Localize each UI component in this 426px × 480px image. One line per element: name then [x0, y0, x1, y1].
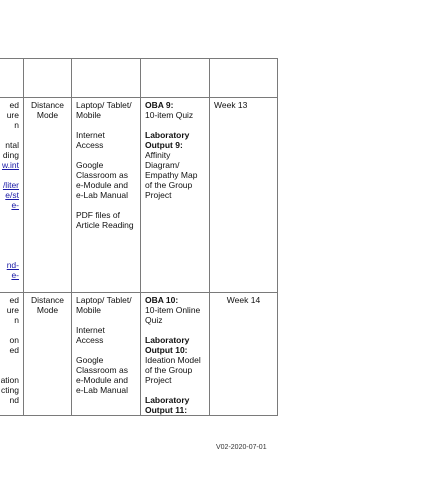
week-cell — [210, 293, 278, 416]
topic-text-fragment: ure — [6, 305, 19, 315]
lab-desc: Project — [145, 190, 172, 200]
lab-desc: Affinity — [145, 150, 171, 160]
topic-text-fragment: n — [14, 315, 19, 325]
week-label: Week 13 — [214, 100, 248, 110]
topic-text-fragment — [0, 355, 19, 365]
table-row-week-13 — [0, 98, 278, 293]
topic-text-fragment — [0, 325, 19, 335]
header-cell — [24, 59, 72, 98]
lab-desc: Empathy Map — [145, 170, 198, 180]
topic-text-fragment: ed — [9, 345, 19, 355]
tool-classroom: Google — [76, 355, 104, 365]
header-cell — [0, 59, 24, 98]
tool-classroom: Classroom as — [76, 170, 128, 180]
lab-desc: of the Group — [145, 365, 193, 375]
lab-title: Laboratory — [145, 335, 190, 345]
mode-text: Distance — [30, 100, 65, 110]
reading-link-fragment[interactable]: e- — [11, 270, 19, 280]
table-header-row — [0, 59, 278, 98]
tool-pdf: Article Reading — [76, 220, 134, 230]
topic-text-fragment: nd — [9, 395, 19, 405]
tool-device: Mobile — [76, 110, 102, 120]
lab-desc: Project — [145, 375, 172, 385]
lab-desc: Diagram/ — [145, 160, 180, 170]
reading-link-fragment[interactable]: /liter — [2, 180, 19, 190]
tool-internet: Internet — [76, 325, 105, 335]
oba-desc: Quiz — [145, 315, 163, 325]
topic-text-fragment — [0, 210, 19, 220]
tool-classroom: e-Lab Manual — [76, 190, 128, 200]
lab-desc: of the Group — [145, 180, 193, 190]
topic-text-fragment — [0, 240, 19, 250]
tool-device: Laptop/ Tablet/ — [76, 100, 132, 110]
topic-text-fragment: cting — [1, 385, 19, 395]
tool-device: Laptop/ Tablet/ — [76, 295, 132, 305]
lab-title: Output 10: — [145, 345, 188, 355]
topic-text-fragment: on — [9, 335, 19, 345]
week-label: Week 14 — [226, 295, 261, 305]
tool-internet: Internet — [76, 130, 105, 140]
tool-pdf: PDF files of — [76, 210, 120, 220]
topic-cell — [0, 98, 24, 293]
topic-text-fragment — [0, 170, 19, 180]
mode-text: Distance — [30, 295, 65, 305]
topic-text-fragment — [0, 220, 19, 230]
topic-text-fragment — [0, 230, 19, 240]
tool-device: Mobile — [76, 305, 102, 315]
mode-cell — [24, 293, 72, 416]
assessment-cell — [141, 98, 210, 293]
lab-title: Output 9: — [145, 140, 183, 150]
lab2-title: Output 11: — [145, 405, 188, 415]
tool-internet: Access — [76, 335, 104, 345]
topic-text-fragment — [0, 250, 19, 260]
topic-text-clipped — [0, 100, 19, 280]
header-cell — [141, 59, 210, 98]
lab-title: Laboratory — [145, 130, 190, 140]
topic-text-fragment — [0, 365, 19, 375]
lab-desc: Ideation Model — [145, 355, 201, 365]
reading-link-fragment[interactable]: e/st — [5, 190, 19, 200]
topic-text-fragment: ed — [9, 100, 19, 110]
topic-text-fragment: ation — [0, 375, 19, 385]
header-cell — [210, 59, 278, 98]
mode-cell — [24, 98, 72, 293]
oba-desc: 10-item Online — [145, 305, 201, 315]
document-version: V02-2020-07-01 — [216, 444, 267, 451]
topic-text-fragment: ure — [6, 110, 19, 120]
reading-link-fragment[interactable]: e- — [11, 200, 19, 210]
tool-internet: Access — [76, 140, 104, 150]
oba-desc: 10-item Quiz — [145, 110, 194, 120]
lab2-title: Laboratory — [145, 395, 190, 405]
reading-link-fragment[interactable]: nd- — [6, 260, 19, 270]
assessment-cell — [141, 293, 210, 416]
week-cell — [210, 98, 278, 293]
topic-cell — [0, 293, 24, 416]
topic-text-fragment: ntal — [5, 140, 19, 150]
topic-text-fragment: ed — [9, 295, 19, 305]
tool-classroom: e-Module and — [76, 375, 128, 385]
header-cell — [72, 59, 141, 98]
tools-cell — [72, 293, 141, 416]
topic-text-fragment — [0, 130, 19, 140]
tool-classroom: Classroom as — [76, 365, 128, 375]
oba-title: OBA 10: — [145, 295, 179, 305]
tool-classroom: Google — [76, 160, 104, 170]
tool-classroom: e-Lab Manual — [76, 385, 128, 395]
topic-text-fragment: ding — [2, 150, 19, 160]
table-row-week-14 — [0, 293, 278, 416]
topic-text-fragment: n — [14, 120, 19, 130]
topic-text-clipped — [0, 295, 19, 405]
tool-classroom: e-Module and — [76, 180, 128, 190]
tools-cell — [72, 98, 141, 293]
reading-link-fragment[interactable]: w.int — [1, 160, 19, 170]
course-schedule-table — [0, 58, 278, 416]
mode-text: Mode — [36, 110, 59, 120]
mode-text: Mode — [36, 305, 59, 315]
oba-title: OBA 9: — [145, 100, 174, 110]
